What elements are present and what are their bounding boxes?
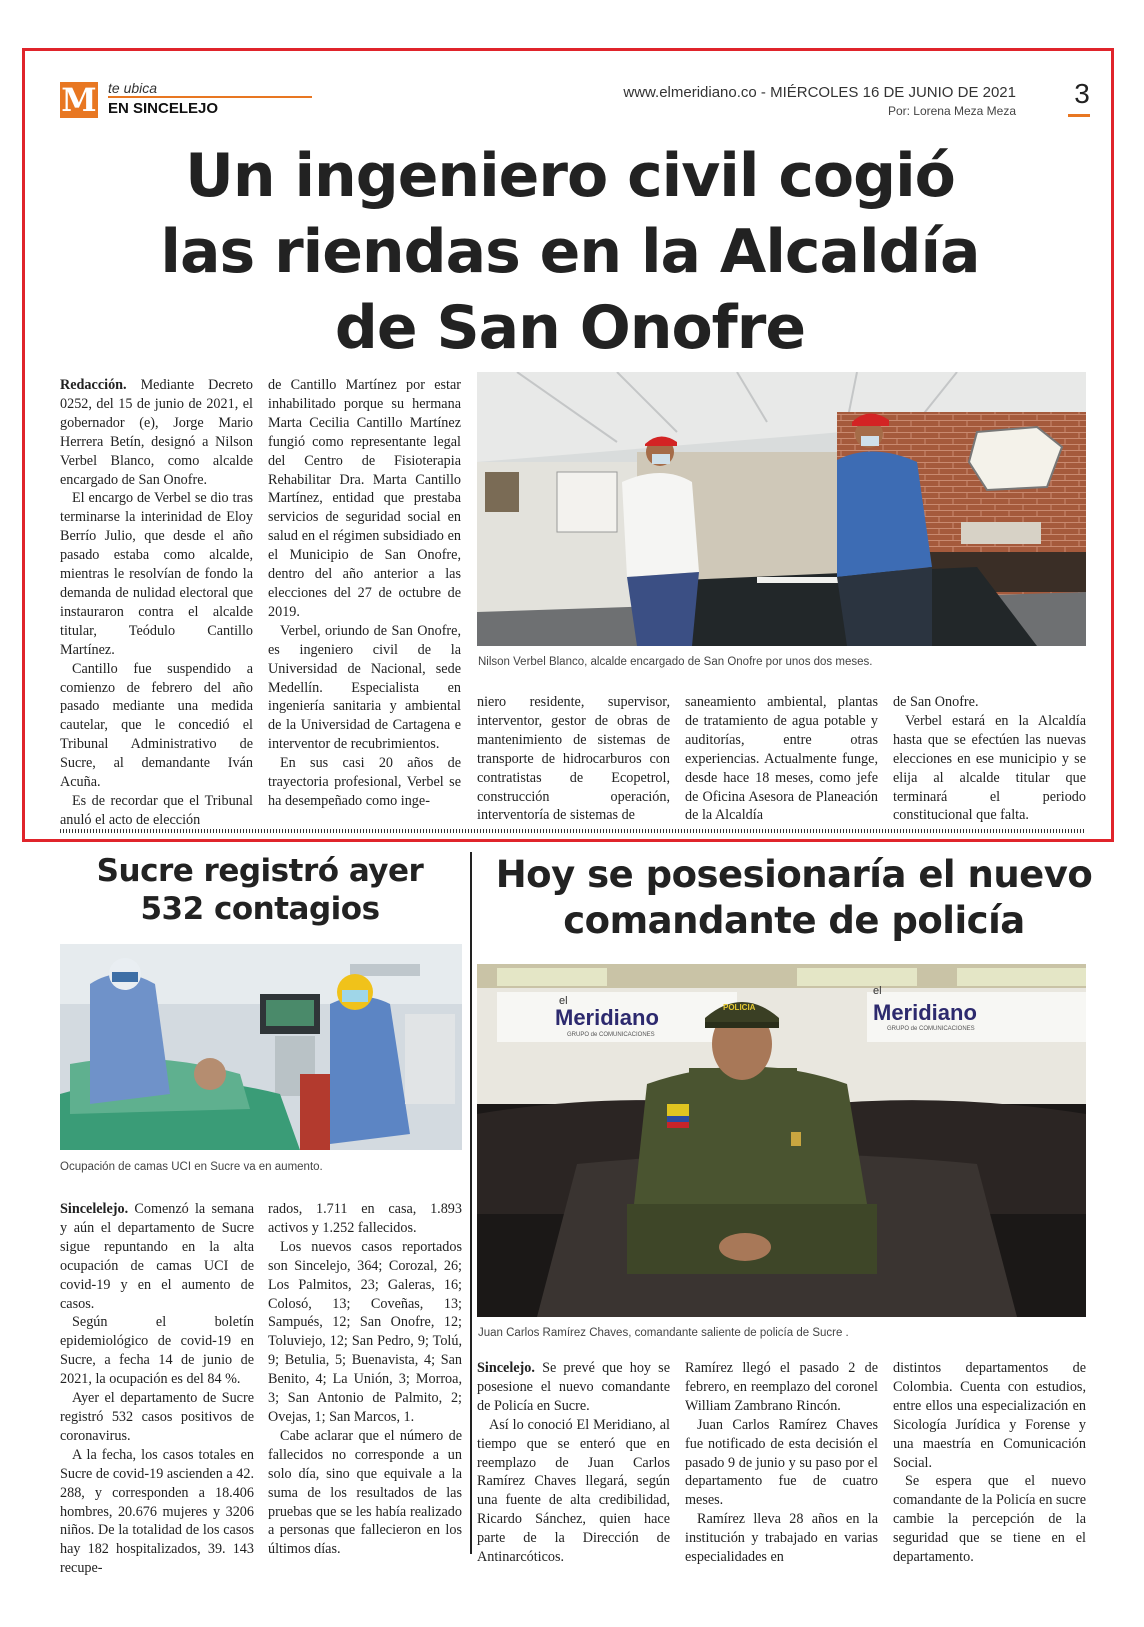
police-story-photo bbox=[477, 964, 1086, 1317]
photo-brand-small: el bbox=[559, 995, 568, 1007]
page-number-underline bbox=[1068, 114, 1090, 117]
cap-label: POLICIA bbox=[723, 1003, 756, 1012]
main-story-col-1: Redacción. Mediante Decreto 0252, del 15 de junio de 2021, el gobernador (e), Jorge Mario Herrera Betín, designó a Nilson Verbel Blanco, como alcalde encargado de San Onofre. El encargo de Verbel se dio tras terminarse la interinidad de Eloy Berrío Julio, que desde el año pasado estaba como alcalde, mientras le resolvían de fondo la demanda de nulidad electoral que instauraron contra el alcalde titular, Teódulo Cantillo Martínez. Cantillo fue suspendido a comienzo de febrero del año pasado mediante una medida cautelar, que le concedió el Tribunal Administrativo de Sucre, al demandante Iván Acuña. Es de recordar que el Tribunal anuló el acto de elección bbox=[60, 377, 253, 828]
police-story-col-3: distintos departamentos de Colombia. Cuenta con estudios, entre ellos una especialización en Sicología Jurídica y Forense y una maestría en Comunicación Social. Se espera que el nuevo comandante de la Policía en sucre cambie la percepción de la seguridad que se tiene en el departamento. bbox=[893, 1360, 1086, 1566]
main-story-col-2: de Cantillo Martínez por estar inhabilitado porque su hermana Marta Cecilia Cantillo Martínez fungió como representante legal del Centro de Fisioterapia Rehabilitar Dra. Marta Cantillo Martínez, entidad que prestaba servicios de seguridad social en salud en el régimen subsidiado en el Municipio de San Onofre, dentro del año anterior a las elecciones del 27 de octubre de 2019. Verbel, oriundo de San Onofre, es ingeniero civil de la Universidad de Nacional, sede Medellín. Especialista en ingeniería sanitaria y ambiental de la Universidad de Cartagena e interventor de recubrimientos. En sus casi 20 años de trayectoria profesional, Verbel se ha desempeñado como inge- bbox=[268, 377, 461, 809]
covid-story-col-2: rados, 1.711 en casa, 1.893 activos y 1.252 fallecidos. Los nuevos casos reportados son Sincelejo, 364; Corozal, 26; Los Palmitos, 23; Galeras, 16; Colosó, 13; Coveñas, 13; Sampués, 12; San Onofre, 12; Toluviejo, 12; San Pedro, 9; Tolú, 9; Betulia, 5; Buenavista, 4; San Benito, 4; La Unión, 3; Morroa, 3; San Antonio de Palmito, 2; Ovejas, 1; San Marcos, 1. Cabe aclarar que el número de fallecidos no corresponde a un solo día, sino que equivale a la suma de los resultados de las pruebas que se les había realizado a personas que fallecieron en los últimos días. bbox=[268, 1201, 462, 1558]
police-photo-caption: Juan Carlos Ramírez Chaves, comandante saliente de policía de Sucre . bbox=[478, 1327, 849, 1339]
main-story-col-5: de San Onofre. Verbel estará en la Alcaldía hasta que se efectúen las nuevas elecciones en ese municipio y se elija al alcalde titular que terminará el periodo constitucional que falta. bbox=[893, 694, 1086, 824]
el-meridiano-logo: M bbox=[61, 81, 97, 119]
main-story-col-4: saneamiento ambiental, plantas de tratamiento de agua potable y auditorías, entre otras experiencias. Actualmente funge, desde hace 18 meses, como jefe de Oficina Asesora de Planeación de la Alcaldía bbox=[685, 694, 878, 824]
main-photo-caption: Nilson Verbel Blanco, alcalde encargado de San Onofre por unos dos meses. bbox=[478, 656, 873, 668]
photo-brand-small-right: el bbox=[873, 985, 882, 997]
covid-headline: Sucre registró ayer 532 contagios bbox=[96, 853, 424, 927]
covid-story-photo bbox=[60, 944, 462, 1150]
police-story-col-1: Sincelejo. Se prevé que hoy se posesione el nuevo comandante de Policía en Sucre. Así lo conoció El Meridiano, al tiempo que se enteró que en reemplazo de Juan Carlos Ramírez Chaves llegará, según una fuente de alta credibilidad, Ricardo Sánchez, quien hace parte de la Dirección de Antinarcóticos. bbox=[477, 1360, 670, 1566]
dateline: Sincelejo. bbox=[477, 1360, 535, 1376]
tagline: te ubica bbox=[108, 80, 158, 96]
main-story-col-3: niero residente, supervisor, interventor, gestor de obras de mantenimiento de sistemas de transporte de hidrocarburos con contratistas de Ecopetrol, construcción operación, interventoría de sistemas de bbox=[477, 694, 670, 824]
section-label: EN SINCELEJO bbox=[108, 100, 219, 117]
police-headline: Hoy se posesionaría el nuevo comandante de policía bbox=[495, 853, 1093, 942]
site-and-date: www.elmeridiano.co - MIÉRCOLES 16 DE JUNIO DE 2021 bbox=[623, 84, 1016, 101]
photo-brand-sub-left: GRUPO de COMUNICACIONES bbox=[567, 1032, 655, 1038]
column-rule bbox=[470, 852, 472, 1554]
covid-photo-caption: Ocupación de camas UCI en Sucre va en aumento. bbox=[60, 1161, 323, 1173]
page-number: 3 bbox=[1074, 78, 1090, 109]
main-story-photo bbox=[477, 372, 1086, 646]
photo-brand-sub-right: GRUPO de COMUNICACIONES bbox=[887, 1026, 975, 1032]
photo-brand-right: Meridiano bbox=[873, 1000, 977, 1025]
byline: Por: Lorena Meza Meza bbox=[887, 104, 1016, 118]
covid-story-col-1: Sincelelejo. Comenzó la semana y aún el departamento de Sucre sigue repuntando en la alta ocupación de camas UCI de covid-19 y en el aumento de casos. Según el boletín epidemiológico de covid-19 en Sucre, a fecha 14 de junio de 2021, la ocupación es del 84 %. Ayer el departamento de Sucre registró 532 casos positivos de coronavirus. A la fecha, los casos totales en Sucre de covid-19 ascienden a 42. 288, y corresponden a 18.406 hombres, 20.676 mujeres y 3206 niños. De la totalidad de los casos hay 182 hospitalizados, 39. 143 recupe- bbox=[60, 1201, 254, 1577]
dateline: Sincelelejo. bbox=[60, 1201, 129, 1217]
header-divider bbox=[108, 96, 312, 98]
dashed-divider bbox=[60, 829, 1086, 833]
main-headline: Un ingeniero civil cogió las riendas en la Alcaldía de San Onofre bbox=[160, 141, 980, 363]
police-story-col-2: Ramírez llegó el pasado 2 de febrero, en reemplazo del coronel William Zambrano Rincón. Juan Carlos Ramírez Chaves fue notificado de esta decisión el pasado 9 de junio y su paso por el departamento fue de cuatro meses. Ramírez lleva 28 años en la institución y trabajado en varias especialidades en bbox=[685, 1360, 878, 1566]
photo-brand-left: Meridiano bbox=[555, 1005, 659, 1030]
dateline: Redacción. bbox=[60, 377, 127, 393]
